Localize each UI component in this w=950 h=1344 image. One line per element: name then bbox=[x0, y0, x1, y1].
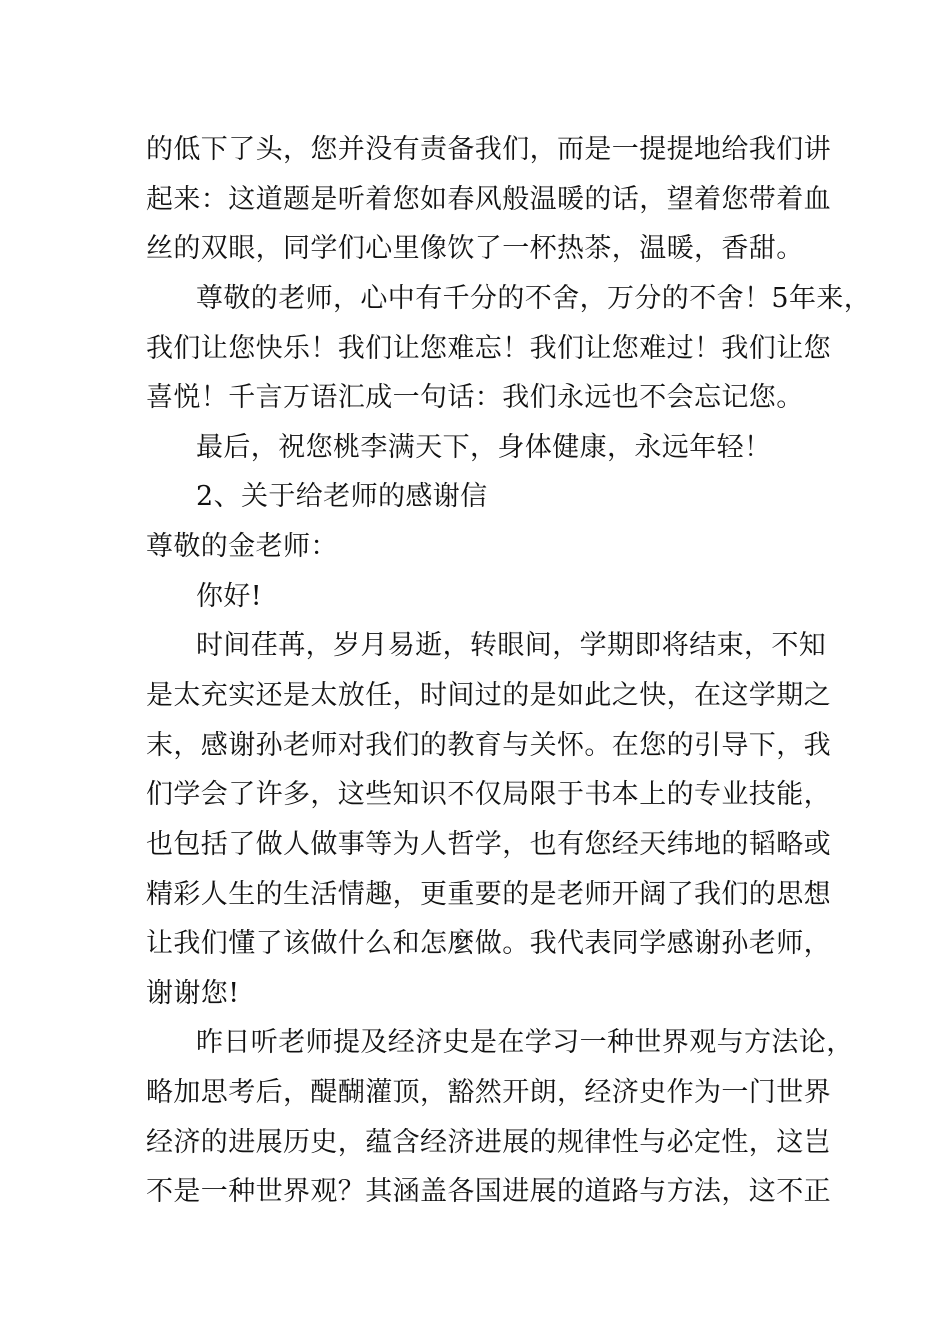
paragraph-line: 昨日听老师提及经济史是在学习一种世界观与方法论， bbox=[196, 1027, 854, 1058]
section-heading: 2、关于给老师的感谢信 bbox=[196, 481, 488, 512]
paragraph-line: 让我们懂了该做什么和怎麼做。我代表同学感谢孙老师， bbox=[146, 928, 831, 959]
paragraph-line: 是太充实还是太放任，时间过的是如此之快，在这学期之 bbox=[146, 680, 831, 711]
letter-salutation: 尊敬的金老师： bbox=[146, 531, 338, 562]
paragraph-line: 的低下了头，您并没有责备我们，而是一提提地给我们讲 bbox=[146, 134, 831, 165]
paragraph-line: 时间荏苒，岁月易逝，转眼间，学期即将结束，不知 bbox=[196, 630, 827, 661]
paragraph-line: 我们让您快乐！我们让您难忘！我们让您难过！我们让您 bbox=[146, 333, 831, 364]
paragraph-line: 起来：这道题是听着您如春风般温暖的话，望着您带着血 bbox=[146, 184, 831, 215]
paragraph-line: 经济的进展历史，蕴含经济进展的规律性与必定性，这岂 bbox=[146, 1127, 831, 1158]
paragraph-line: 们学会了许多，这些知识不仅局限于书本上的专业技能， bbox=[146, 779, 831, 810]
paragraph-line: 尊敬的老师，心中有千分的不舍，万分的不舍！5年来， bbox=[196, 283, 872, 314]
paragraph-line: 不是一种世界观？其涵盖各国进展的道路与方法，这不正 bbox=[146, 1176, 831, 1207]
paragraph-line: 喜悦！千言万语汇成一句话：我们永远也不会忘记您。 bbox=[146, 382, 804, 413]
paragraph-line: 谢谢您! bbox=[146, 978, 240, 1009]
paragraph-line: 也包括了做人做事等为人哲学，也有您经天纬地的韬略或 bbox=[146, 829, 831, 860]
paragraph-line: 丝的双眼，同学们心里像饮了一杯热茶，温暖，香甜。 bbox=[146, 233, 804, 264]
letter-greeting: 你好! bbox=[196, 581, 263, 612]
paragraph-line: 略加思考后，醍醐灌顶，豁然开朗，经济史作为一门世界 bbox=[146, 1077, 831, 1108]
paragraph-line: 末，感谢孙老师对我们的教育与关怀。在您的引导下，我 bbox=[146, 730, 831, 761]
paragraph-line: 最后，祝您桃李满天下，身体健康，永远年轻！ bbox=[196, 432, 772, 463]
paragraph-line: 精彩人生的生活情趣，更重要的是老师开阔了我们的思想 bbox=[146, 879, 831, 910]
